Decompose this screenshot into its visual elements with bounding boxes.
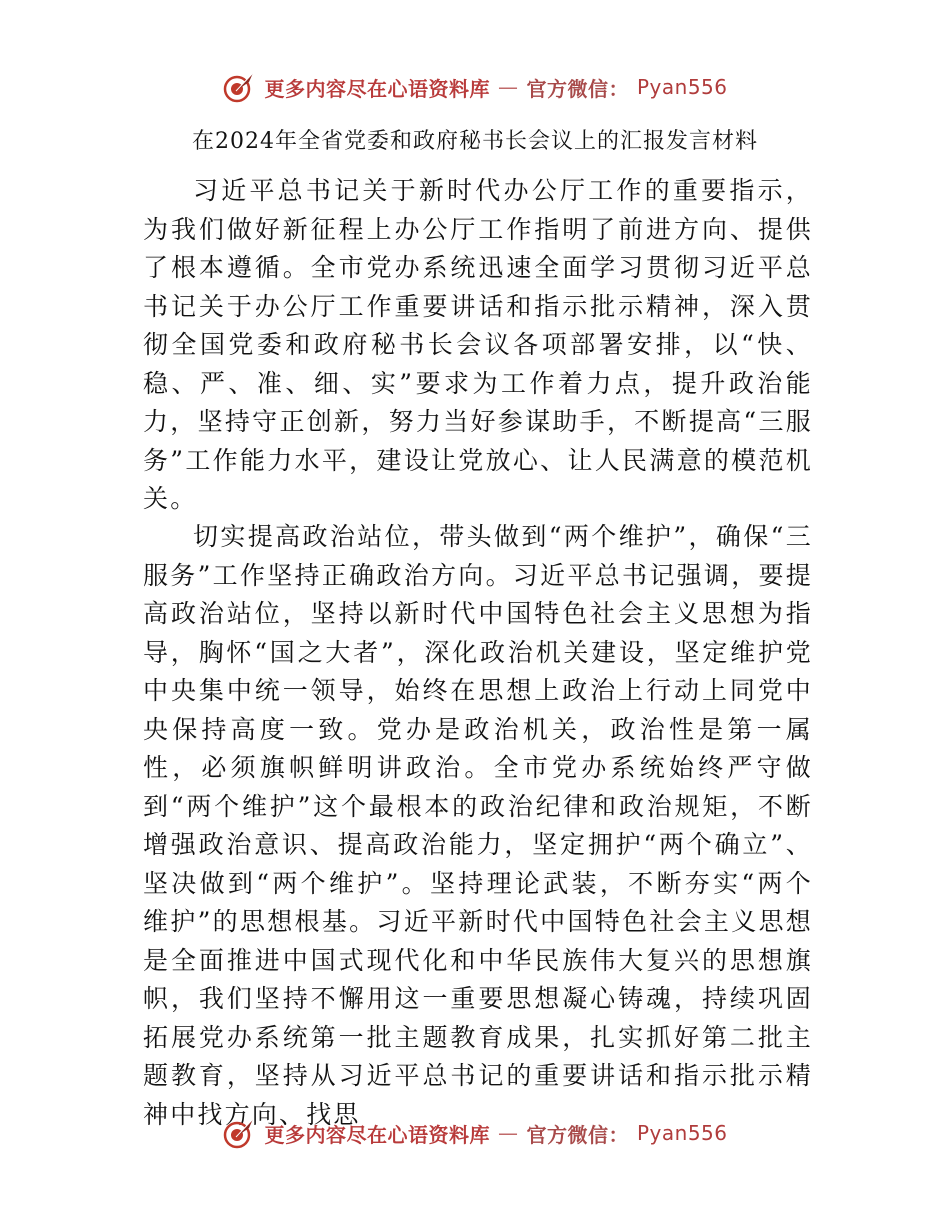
quill-logo-icon xyxy=(222,70,256,104)
paragraph-1-text: 习近平总书记关于新时代办公厅工作的重要指示，为我们做好新征程上办公厅工作指明了前进方向、提供了根本遵循。全市党办系统迅速全面学习贯彻习近平总书记关于办公厅工作重要讲话和指示批示精神，深入贯彻全国党委和政府秘书长会议各项部署安排，以“快、稳、严、准、细、实”要求为工作着力点，提升政治能力，坚持守正创新，努力当好参谋助手，不断提高“三服务”工作能力水平，建设让党放心、让人民满意的模范机关。 xyxy=(143,176,813,513)
watermark-wechat-label: 官方微信： xyxy=(526,1122,629,1147)
watermark-handle: Pyan556 xyxy=(636,75,728,99)
watermark-header xyxy=(0,70,950,104)
watermark-dash: — xyxy=(497,75,519,99)
watermark-dash: — xyxy=(497,1121,519,1145)
paragraph-1 xyxy=(143,172,813,519)
watermark-footer xyxy=(0,1116,950,1150)
watermark-handle: Pyan556 xyxy=(636,1121,728,1145)
watermark-brand: 更多内容尽在心语资料库 xyxy=(264,1122,490,1147)
quill-logo-icon xyxy=(222,1116,256,1150)
paragraph-2-text: 切实提高政治站位，带头做到“两个维护”，确保“三服务”工作坚持正确政治方向。习近平总书记强调，要提高政治站位，坚持以新时代中国特色社会主义思想为指导，胸怀“国之大者”，深化政治机关建设，坚定维护党中央集中统一领导，始终在思想上政治上行动上同党中央保持高度一致。党办是政治机关，政治性是第一属性，必须旗帜鲜明讲政治。全市党办系统始终严守做到“两个维护”这个最根本的政治纪律和政治规矩，不断增强政治意识、提高政治能力，坚定拥护“两个确立”、坚决做到“两个维护”。坚持理论武装，不断夯实“两个维护”的思想根基。习近平新时代中国特色社会主义思想是全面推进中国式现代化和中华民族伟大复兴的思想旗帜，我们坚持不懈用这一重要思想凝心铸魂，持续巩固拓展党办系统第一批主题教育成果，扎实抓好第二批主题教育，坚持从习近平总书记的重要讲话和指示批示精神中找方向、找思 xyxy=(143,522,813,1129)
document-title: 在2024年全省党委和政府秘书长会议上的汇报发言材料 xyxy=(192,129,758,154)
watermark-wechat-label: 官方微信： xyxy=(526,76,629,101)
watermark-brand: 更多内容尽在心语资料库 xyxy=(264,76,490,101)
paragraph-2 xyxy=(143,518,813,1134)
